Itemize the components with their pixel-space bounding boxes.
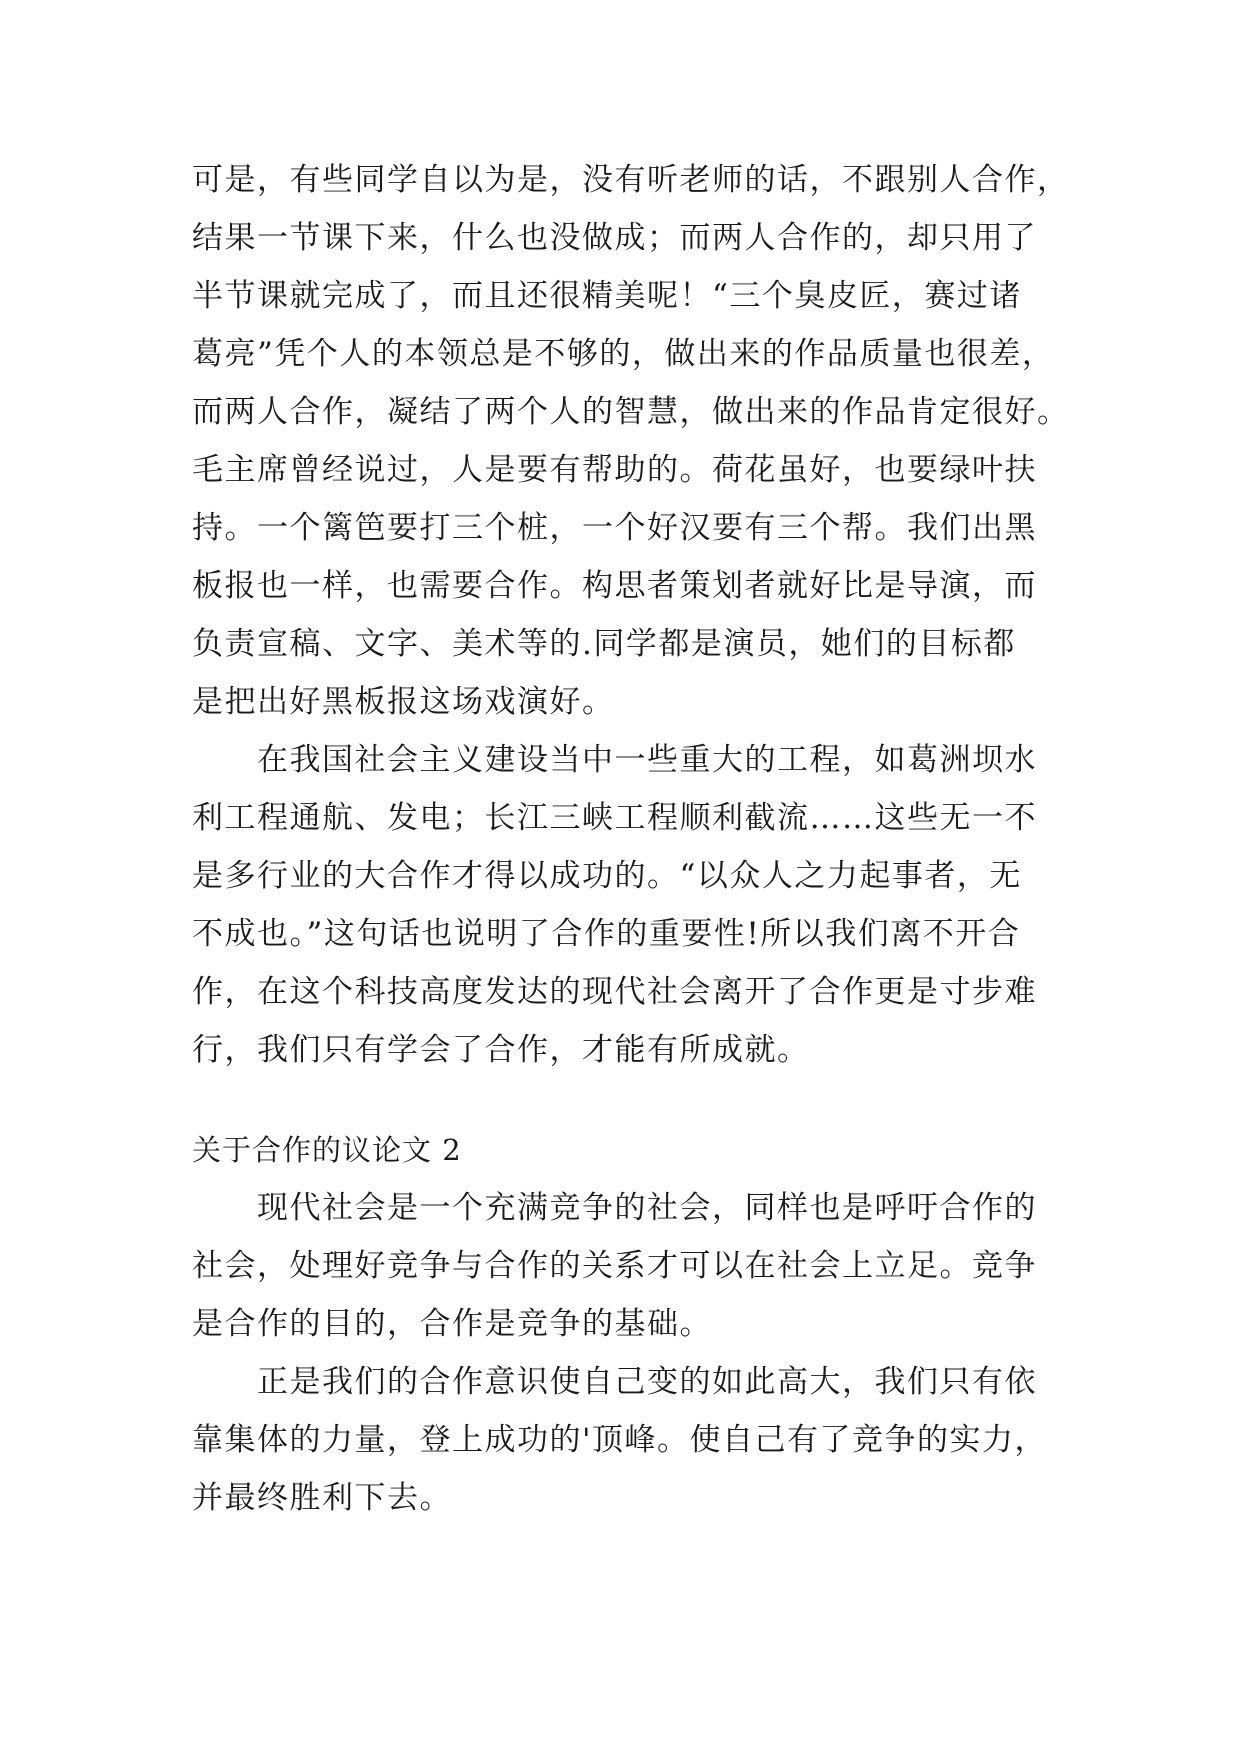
text-line: 现代社会是一个充满竞争的社会，同样也是呼吁合作的 xyxy=(192,1190,1037,1226)
text-line: 不成也。”这句话也说明了合作的重要性!所以我们离不开合 xyxy=(192,916,1021,952)
section-heading: 关于合作的议论文 2 xyxy=(192,1133,462,1167)
text-line: 结果一节课下来，什么也没做成；而两人合作的，却只用了 xyxy=(192,220,1037,256)
text-line: 板报也一样，也需要合作。构思者策划者就好比是导演，而 xyxy=(192,568,1037,604)
text-line: 葛亮”凭个人的本领总是不够的，做出来的作品质量也很差， xyxy=(192,336,1055,372)
text-line: 行，我们只有学会了合作，才能有所成就。 xyxy=(192,1032,810,1068)
text-line: 靠集体的力量，登上成功的'顶峰。使自己有了竞争的实力， xyxy=(192,1422,1048,1458)
text-line: 持。一个篱笆要打三个桩，一个好汉要有三个帮。我们出黑 xyxy=(192,510,1037,546)
text-line: 而两人合作，凝结了两个人的智慧，做出来的作品肯定很好。 xyxy=(192,394,1070,430)
text-line: 可是，有些同学自以为是，没有听老师的话，不跟别人合作， xyxy=(192,162,1070,198)
text-line: 在我国社会主义建设当中一些重大的工程，如葛洲坝水 xyxy=(192,742,1037,778)
text-line: 毛主席曾经说过，人是要有帮助的。荷花虽好，也要绿叶扶 xyxy=(192,452,1037,488)
text-line: 正是我们的合作意识使自己变的如此高大，我们只有依 xyxy=(192,1364,1037,1400)
text-line: 是合作的目的，合作是竞争的基础。 xyxy=(192,1306,712,1342)
text-line: 作，在这个科技高度发达的现代社会离开了合作更是寸步难 xyxy=(192,974,1037,1010)
text-line: 是把出好黑板报这场戏演好。 xyxy=(192,684,615,720)
text-line: 利工程通航、发电；长江三峡工程顺利截流……这些无一不 xyxy=(192,800,1037,836)
text-line: 负责宣稿、文字、美术等的.同学都是演员，她们的目标都 xyxy=(192,626,1016,662)
text-line: 半节课就完成了，而且还很精美呢！“三个臭皮匠，赛过诸 xyxy=(192,278,1022,314)
text-line: 是多行业的大合作才得以成功的。“以众人之力起事者，无 xyxy=(192,858,1022,894)
text-line: 社会，处理好竞争与合作的关系才可以在社会上立足。竞争 xyxy=(192,1248,1037,1284)
text-line: 并最终胜利下去。 xyxy=(192,1480,452,1516)
